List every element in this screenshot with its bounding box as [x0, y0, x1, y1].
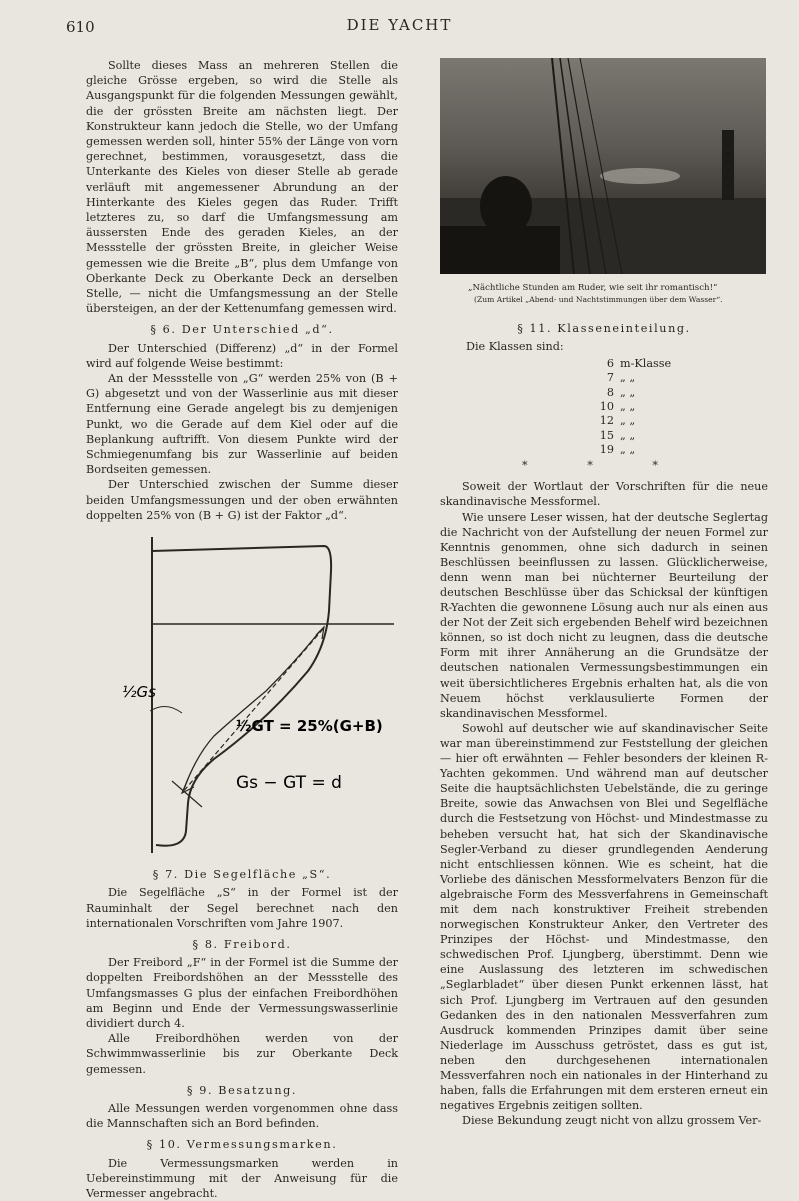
list-item: 6 m-Klasse [606, 357, 672, 371]
hull-section-figure [86, 531, 398, 861]
paragraph: Soweit der Wortlaut der Vorschriften für die neue skandinavische Messformel. [440, 480, 768, 509]
caption-main: „Nächtliche Stunden am Ruder, wie seit ihr romantisch!“ [468, 283, 718, 293]
list-item: 7 „ „ [606, 371, 636, 385]
paragraph: Die Klassen sind: [466, 340, 564, 354]
photo-scene [440, 58, 766, 274]
section-heading: § 7. Die Segelfläche „S“. [152, 868, 332, 882]
paragraph: Der Freibord „F“ in der Formel ist die Summe der doppelten Freibordshöhen an der Messstelle des Umfangsmasses G plus der einfachen Freibordhöhen am Beginn und Ende der Vermessungswasserlinie dividiert durch 4. [86, 956, 398, 1030]
list-item: 8 „ „ [606, 385, 636, 399]
list-item: 15 „ „ [599, 428, 636, 442]
list-item: 19 „ „ [599, 442, 636, 456]
running-title: DIE YACHT [346, 16, 453, 34]
section-heading: § 8. Freibord. [192, 937, 292, 951]
list-item: 12 „ „ [599, 414, 636, 428]
boat-silhouette [440, 226, 560, 274]
paragraph: Die Vermessungsmarken werden in Uebereinstimmung mit der Anweisung für die Vermesser angebracht. [86, 1156, 398, 1200]
section-heading: § 10. Vermessungsmarken. [146, 1138, 338, 1152]
section-heading: § 11. Klasseneinteilung. [517, 322, 691, 335]
hull-section-drawing [86, 531, 398, 861]
class-list [440, 356, 768, 456]
lighthouse-silhouette [722, 130, 734, 200]
page-number: 610 [66, 18, 95, 36]
label-half-gt: ½GT = 25%(G+B) [236, 717, 383, 736]
photo-caption [468, 283, 768, 305]
sun-glow [600, 168, 680, 184]
paragraph: Sowohl auf deutscher wie auf skandinavischer Seite war man übereinstimmend zur Feststellung der gleichen — hier oft erwähnten — Fehler besonders der kleinen R-Yachten gekommen. Und während man auf deutscher Seite die hauptsächlichsten Uebelstände, die zu geringe Breite, sowie das Anwachsen von Blei und Segelfläche durch die Festsetzung von Höchst- und Mindestmasse zu beheben versucht hat, hat sich der Skandinavische Segler-Verband zu dieser grundlegenden Aenderung nicht entschliessen können. Wie es scheint, hat die Vorliebe des dänischen Messformelvaters Benzon für die algebraische Form des Messverfahrens in Gemeinschaft mit dem nach konstruktiver Freiheit strebenden norwegischen Konstrukteur Anker, den Vertreter des Prinzipes der Höchst- und Mindestmasse, den schwedischen Prof. Ljungberg, überstimmt. Denn wie eine Auslassung des letzteren im schwedischen „Seglarbladet“ über diesen Punkt erkennen lässt, hat sich Prof. Ljungberg im Vertrauen auf den gesunden Gedanken des in den nationalen Messverfahren zum Ausdruck kommenden Prinzipes damit über seine Niederlage im Ausschuss getröstet, dass es gut ist, neben den durchgesehenen internationalen Messverfahren noch ein nationales in der Hinterhand zu haben, falls die Erfahrungen mit dem ersteren erneut ein negatives Ergebnis zeitigen sollten. [440, 721, 768, 1113]
section-heading: § 9. Besatzung. [186, 1083, 298, 1097]
paragraph: Alle Freibordhöhen werden von der Schwimmwasserlinie bis zur Oberkante Deck gemessen. [86, 1032, 398, 1076]
list-item: 10 „ „ [599, 400, 636, 414]
night-sailing-photo [440, 58, 766, 274]
section-heading: § 6. Der Unterschied „d“. [150, 323, 334, 337]
right-column [440, 58, 768, 1128]
paragraph: Der Unterschied (Differenz) „d“ in der Formel wird auf folgende Weise bestimmt: [86, 341, 398, 370]
paragraph: Die Segelfläche „S“ in der Formel ist der Rauminhalt der Segel berechnet nach den internationalen Vorschriften vom Jahre 1907. [86, 886, 398, 930]
left-column [86, 58, 398, 1201]
paragraph: Sollte dieses Mass an mehreren Stellen die gleiche Grösse ergeben, so wird die Stelle als Ausgangspunkt für die folgenden Messungen gewählt, die der grössten Breite am nächsten liegt. Der Konstrukteur kann jedoch die Stelle, wo der Umfang gemessen werden soll, hinter 55% der Länge von vorn gerechnet, bestimmen, vorausgesetzt, dass die Unterkante des Kieles von dieser Stelle ab gerade verläuft mit angemessener Abrundung an der Hinterkante des Kieles gegen das Ruder. Trifft letzteres zu, so darf die Umfangsmessung am äussersten Ende des geraden Kieles, an der Messstelle der grössten Breite, in gleicher Weise gemessen wie die Breite „B“, plus dem Umfange von Oberkante Deck zu Oberkante Deck an derselben Stelle, — nicht die Umfangsmessung an der Stelle übersteigen, an der der Kettenumfang gemessen wird. [86, 59, 398, 316]
leader-line [150, 707, 182, 714]
paragraph: Der Unterschied zwischen der Summe dieser beiden Umfangsmessungen und der oben erwähnten doppelten 25% von (B + G) ist der Faktor „d“. [86, 478, 398, 522]
hull-outline [152, 546, 331, 846]
label-half-gs: ½Gs [122, 683, 156, 702]
label-formula: Gs − GT = d [236, 773, 342, 794]
paragraph: Wie unsere Leser wissen, hat der deutsche Seglertag die Nachricht von der Aufstellung der neuen Formel zur Kenntnis genommen, ohne sich dadurch in seinen Beschlüssen beeinflussen zu lassen. Glücklicherweise, denn wenn man bei nüchterner Beurteilung der deutschen Beschlüsse über das Schicksal der künftigen R-Yachten die gewonnene Lösung auch nur als einen aus der Not der Zeit sich ergebenden Behelf wird bezeichnen können, so ist doch nicht zu leugnen, dass die deutsche Form mit ihrer Annäherung an die Grundsätze der deutschen nationalen Vermessungsbestimmungen ein weit übersichtlicheres Ergebnis erhalten hat, als die von Neuem höchst verklausulierte Formen der skandinavischen Messformel. [440, 510, 768, 720]
caption-sub: (Zum Artikel „Abend- und Nachtstimmungen über dem Wasser“. [474, 295, 723, 304]
girth-line-skin [184, 631, 320, 789]
paragraph: Diese Bekundung zeugt nicht von allzu grossem Ver- [462, 1114, 762, 1128]
paragraph: Alle Messungen werden vorgenommen ohne dass die Mannschaften sich an Bord befinden. [86, 1101, 398, 1131]
paragraph: An der Messstelle von „G“ werden 25% von (B + G) abgesetzt und von der Wasserlinie aus mit dieser Entfernung eine Gerade angelegt bis zu demjenigen Punkt, wo die Gerade auf dem Kiel oder auf die Beplankung auftrifft. Von diesem Punkte wird der Schmiegenumfang bis zur Wasserlinie auf beiden Bordseiten gemessen. [86, 372, 398, 477]
separator-stars: * * * [522, 459, 686, 473]
